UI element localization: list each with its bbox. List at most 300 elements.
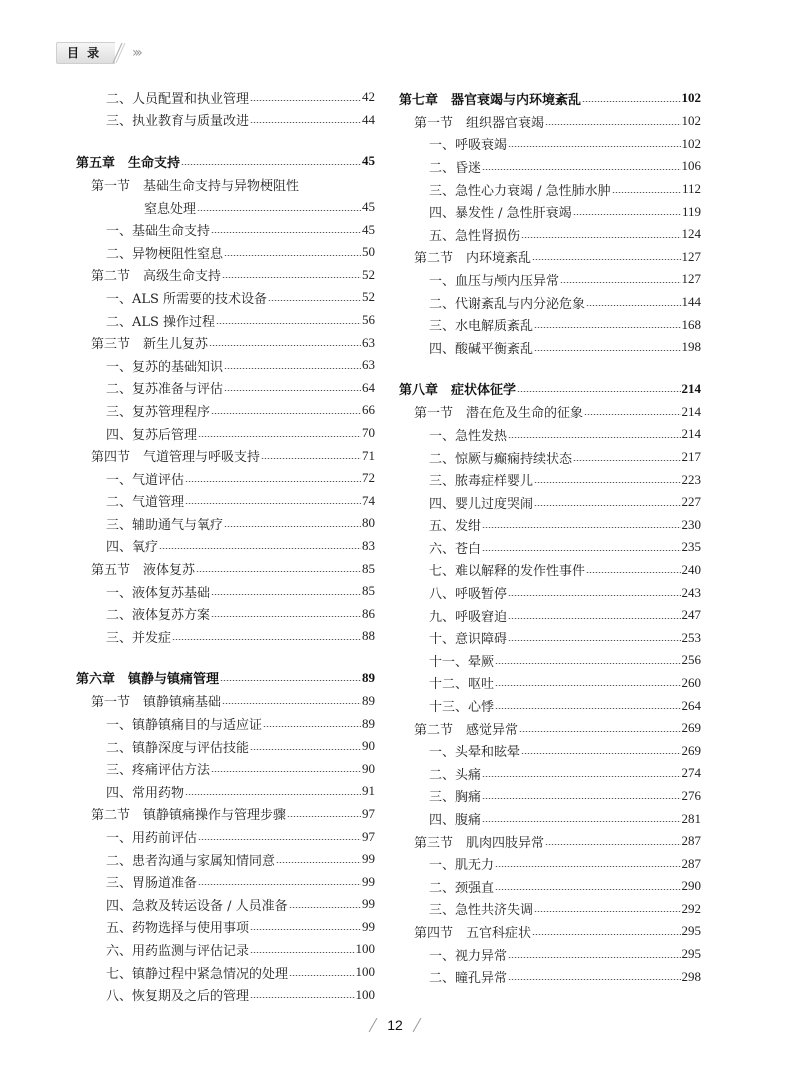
toc-entry-page: 90 xyxy=(362,760,375,776)
toc-entry-page: 45 xyxy=(362,221,375,237)
toc-item-entry[interactable] xyxy=(76,602,375,625)
toc-dot-leader xyxy=(508,437,680,438)
toc-entry-page: 72 xyxy=(362,470,375,486)
toc-entry-label: 七、镇静过程中紧急情况的处理 xyxy=(106,966,289,982)
toc-entry-page: 89 xyxy=(362,669,375,685)
toc-item-entry[interactable] xyxy=(76,757,375,780)
toc-entry-page: 235 xyxy=(681,539,701,555)
toc-chapter-entry[interactable] xyxy=(76,666,375,690)
toc-entry-page: 269 xyxy=(681,742,701,758)
toc-dot-leader xyxy=(517,391,680,392)
toc-item-entry[interactable] xyxy=(399,268,701,291)
toc-entry-page: 100 xyxy=(355,941,375,957)
toc-entry-page: 64 xyxy=(362,379,375,395)
toc-dot-leader xyxy=(197,210,361,211)
toc-section-entry[interactable] xyxy=(399,717,701,740)
toc-entry-page: 89 xyxy=(362,715,375,731)
toc-item-entry[interactable] xyxy=(76,893,375,916)
toc-entry-label: 八、呼吸暂停 xyxy=(429,587,508,603)
toc-dot-leader xyxy=(250,929,361,930)
toc-entry-page: 230 xyxy=(681,516,701,532)
toc-item-entry[interactable] xyxy=(399,852,701,875)
toc-item-entry[interactable] xyxy=(399,581,701,604)
toc-entry-page: 99 xyxy=(362,873,375,889)
chevron-right-icon: ››› xyxy=(132,45,140,61)
toc-entry-label: 第八章 症状体征学 xyxy=(399,383,517,399)
toc-dot-leader xyxy=(211,232,361,233)
toc-entry-page: 295 xyxy=(681,946,701,962)
toc-entry-label: 二、镇静深度与评估技能 xyxy=(106,740,250,756)
toc-item-entry[interactable] xyxy=(399,762,701,785)
toc-entry-label: 第二节 高级生命支持 xyxy=(91,269,222,285)
toc-item-entry[interactable] xyxy=(399,739,701,762)
toc-dot-leader xyxy=(289,907,361,908)
toc-item-entry[interactable] xyxy=(76,354,375,377)
toc-section-entry[interactable] xyxy=(399,830,701,853)
toc-entry-page: 290 xyxy=(681,878,701,894)
toc-entry-label: 一、液体复苏基础 xyxy=(106,585,211,601)
toc-dot-leader xyxy=(534,327,680,328)
toc-entry-page: 85 xyxy=(362,583,375,599)
toc-entry-label: 四、婴儿过度哭闹 xyxy=(429,496,534,512)
toc-dot-leader xyxy=(209,345,361,346)
toc-item-entry[interactable] xyxy=(76,286,375,309)
toc-dot-leader xyxy=(216,323,361,324)
toc-entry-label: 一、ALS 所需要的技术设备 xyxy=(106,291,268,307)
toc-entry-page: 99 xyxy=(362,918,375,934)
toc-item-entry[interactable] xyxy=(76,780,375,803)
toc-entry-page: 256 xyxy=(681,652,701,668)
toc-entry-label: 一、血压与颅内压异常 xyxy=(429,273,560,289)
toc-item-entry[interactable] xyxy=(399,559,701,582)
toc-item-entry[interactable] xyxy=(399,807,701,830)
toc-entry-label: 三、并发症 xyxy=(106,630,172,646)
toc-entry-page: 102 xyxy=(681,113,701,129)
toc-entry-page: 214 xyxy=(681,426,701,442)
toc-dot-leader xyxy=(573,214,681,215)
toc-entry-label: 二、代谢紊乱与内分泌危象 xyxy=(429,296,586,312)
toc-dot-leader xyxy=(196,571,361,572)
toc-dot-leader xyxy=(287,816,361,817)
toc-entry-label: 十二、呕吐 xyxy=(429,677,495,693)
toc-item-entry[interactable] xyxy=(76,580,375,603)
toc-dot-leader xyxy=(495,685,680,686)
toc-entry-page: 88 xyxy=(362,628,375,644)
toc-entry-label: 二、人员配置和执业管理 xyxy=(106,91,250,107)
toc-section-entry[interactable] xyxy=(399,401,701,424)
toc-section-entry[interactable] xyxy=(76,803,375,826)
toc-entry-page: 42 xyxy=(362,89,375,105)
toc-entry-label: 二、复苏准备与评估 xyxy=(106,382,224,398)
toc-item-entry[interactable] xyxy=(399,468,701,491)
toc-entry-label: 二、异物梗阻性窒息 xyxy=(106,246,224,262)
toc-dot-leader xyxy=(586,572,680,573)
toc-entry-page: 287 xyxy=(681,855,701,871)
toc-dot-leader xyxy=(482,169,680,170)
toc-entry-page: 83 xyxy=(362,537,375,553)
toc-dot-leader xyxy=(250,952,354,953)
toc-dot-leader xyxy=(534,911,680,912)
toc-dot-leader xyxy=(224,368,361,369)
toc-section-entry[interactable] xyxy=(76,264,375,287)
toc-entry-page: 102 xyxy=(681,135,701,151)
toc-entry-label: 七、难以解释的发作性事件 xyxy=(429,564,586,580)
toc-dot-leader xyxy=(268,300,361,301)
toc-entry-page: 124 xyxy=(681,226,701,242)
toc-entry-label: 三、水电解质紊乱 xyxy=(429,319,534,335)
toc-entry-label: 三、疼痛评估方法 xyxy=(106,763,211,779)
toc-entry-page: 281 xyxy=(681,810,701,826)
toc-item-entry[interactable] xyxy=(399,649,701,672)
toc-entry-label: 二、ALS 操作过程 xyxy=(106,314,216,330)
toc-dot-leader xyxy=(521,237,680,238)
toc-chapter-entry[interactable] xyxy=(399,377,701,401)
toc-item-entry[interactable] xyxy=(76,467,375,490)
toc-entry-label: 一、用药前评估 xyxy=(106,831,198,847)
toc-section-entry[interactable] xyxy=(76,444,375,467)
toc-item-entry[interactable] xyxy=(76,870,375,893)
toc-entry-page: 74 xyxy=(362,492,375,508)
toc-item-entry[interactable] xyxy=(399,446,701,469)
toc-dot-leader xyxy=(250,122,361,123)
toc-entry-page: 214 xyxy=(681,380,701,396)
toc-item-entry[interactable] xyxy=(76,309,375,332)
toc-entry-label: 第五章 生命支持 xyxy=(76,155,181,171)
toc-entry-label: 一、气道评估 xyxy=(106,472,185,488)
toc-item-entry[interactable] xyxy=(399,965,701,988)
toc-dot-leader xyxy=(159,548,361,549)
toc-entry-label: 第二节 感觉异常 xyxy=(414,722,519,738)
toc-dot-leader xyxy=(560,282,680,283)
toc-item-entry[interactable] xyxy=(399,785,701,808)
toc-entry-page: 119 xyxy=(681,203,701,219)
toc-entry-label: 八、恢复期及之后的管理 xyxy=(106,989,250,1005)
toc-entry-label: 三、辅助通气与氧疗 xyxy=(106,517,224,533)
toc-entry-label: 二、颈强直 xyxy=(429,880,495,896)
toc-dot-leader xyxy=(181,164,361,165)
toc-entry-label: 三、急性共济失调 xyxy=(429,903,534,919)
toc-entry-label: 一、肌无力 xyxy=(429,858,495,874)
toc-item-entry[interactable] xyxy=(76,825,375,848)
toc-item-entry[interactable] xyxy=(399,604,701,627)
toc-dot-leader xyxy=(220,680,361,681)
toc-item-entry[interactable] xyxy=(76,961,375,984)
toc-dot-leader xyxy=(508,640,680,641)
toc-dot-leader xyxy=(211,413,361,414)
toc-item-entry[interactable] xyxy=(399,223,701,246)
toc-item-entry[interactable] xyxy=(76,86,375,109)
toc-dot-leader xyxy=(508,595,680,596)
toc-dot-leader xyxy=(263,726,361,727)
toc-entry-label: 四、急救及转运设备 / 人员准备 xyxy=(106,898,288,914)
toc-entry-label: 二、瞳孔异常 xyxy=(429,971,508,987)
toc-dot-leader xyxy=(250,997,354,998)
toc-item-entry[interactable] xyxy=(399,423,701,446)
toc-entry-label: 三、执业教育与质量改进 xyxy=(106,114,250,130)
toc-item-entry[interactable] xyxy=(399,491,701,514)
toc-item-entry[interactable] xyxy=(399,898,701,921)
toc-entry-label: 窒息处理 xyxy=(144,201,197,217)
toc-dot-leader xyxy=(508,979,680,980)
toc-dot-leader xyxy=(584,414,680,415)
toc-entry-page: 86 xyxy=(362,605,375,621)
toc-entry-label: 第七章 器官衰竭与内环境紊乱 xyxy=(399,92,582,108)
toc-entry-page: 50 xyxy=(362,244,375,260)
toc-entry-label: 二、头痛 xyxy=(429,767,482,783)
toc-entry-label: 五、发绀 xyxy=(429,519,482,535)
toc-section-entry[interactable] xyxy=(76,690,375,713)
toc-entry-page: 127 xyxy=(681,248,701,264)
toc-entry-page: 198 xyxy=(681,339,701,355)
toc-entry-page: 71 xyxy=(362,447,375,463)
toc-dot-leader xyxy=(482,550,680,551)
toc-item-entry[interactable] xyxy=(399,291,701,314)
toc-entry-page: 260 xyxy=(681,674,701,690)
toc-item-entry[interactable] xyxy=(76,399,375,422)
toc-entry-page: 253 xyxy=(681,629,701,645)
toc-dot-leader xyxy=(495,663,680,664)
toc-dot-leader xyxy=(521,753,680,754)
toc-entry-label: 四、腹痛 xyxy=(429,813,482,829)
toc-entry-label: 三、脓毒症样婴儿 xyxy=(429,474,534,490)
toc-entry-page: 52 xyxy=(362,266,375,282)
toc-item-entry[interactable] xyxy=(399,875,701,898)
toc-entry-page: 44 xyxy=(362,111,375,127)
toc-item-entry[interactable] xyxy=(399,336,701,359)
toc-dot-leader xyxy=(198,839,361,840)
toc-dot-leader xyxy=(612,192,681,193)
toc-item-entry[interactable] xyxy=(76,712,375,735)
toc-entry-page: 91 xyxy=(362,783,375,799)
toc-entry-label: 一、基础生命支持 xyxy=(106,224,211,240)
toc-chapter-entry[interactable] xyxy=(399,86,701,110)
toc-dot-leader xyxy=(211,616,361,617)
toc-item-entry[interactable] xyxy=(399,626,701,649)
toc-item-entry[interactable] xyxy=(76,241,375,264)
toc-entry-page: 89 xyxy=(362,692,375,708)
toc-entry-label: 六、苍白 xyxy=(429,541,482,557)
toc-entry-page: 100 xyxy=(355,986,375,1002)
toc-entry-label: 三、复苏管理程序 xyxy=(106,404,211,420)
toc-item-entry[interactable] xyxy=(76,490,375,513)
toc-entry-label: 二、惊厥与癫痫持续状态 xyxy=(429,451,573,467)
toc-entry-label: 第一节 潜在危及生命的征象 xyxy=(414,406,584,422)
toc-entry-label: 五、急性肾损伤 xyxy=(429,228,521,244)
toc-entry-page: 66 xyxy=(362,402,375,418)
toc-entry-page: 99 xyxy=(362,896,375,912)
toc-entry-page: 106 xyxy=(681,158,701,174)
toc-dot-leader xyxy=(482,798,680,799)
toc-dot-leader xyxy=(545,844,680,845)
toc-entry-page: 100 xyxy=(355,964,375,980)
toc-entry-label: 一、呼吸衰竭 xyxy=(429,138,508,154)
toc-entry-label: 第二节 内环境紊乱 xyxy=(414,251,532,267)
toc-item-entry[interactable] xyxy=(399,133,701,156)
toc-entry-label: 第三节 肌肉四肢异常 xyxy=(414,835,545,851)
toc-entry-label: 一、急性发热 xyxy=(429,428,508,444)
toc-dot-leader xyxy=(586,305,680,306)
toc-item-entry[interactable] xyxy=(399,514,701,537)
toc-item-entry[interactable] xyxy=(76,512,375,535)
toc-entry-label: 十三、心悸 xyxy=(429,700,495,716)
toc-item-entry[interactable] xyxy=(76,422,375,445)
toc-entry-page: 144 xyxy=(681,294,701,310)
toc-dot-leader xyxy=(198,436,361,437)
toc-dot-leader xyxy=(224,390,361,391)
toc-section-entry[interactable] xyxy=(76,173,375,196)
toc-dot-leader xyxy=(508,618,680,619)
toc-entry-label: 三、胃肠道准备 xyxy=(106,876,198,892)
toc-entry-label: 一、视力异常 xyxy=(429,948,508,964)
toc-entry-label: 一、头晕和眩晕 xyxy=(429,745,521,761)
toc-entry-page: 276 xyxy=(681,787,701,803)
toc-entry-page: 80 xyxy=(362,515,375,531)
footer-right-slash-icon xyxy=(412,1018,422,1032)
toc-header-title: 目 录 xyxy=(56,42,115,64)
toc-entry-label: 四、常用药物 xyxy=(106,785,185,801)
toc-entry-page: 217 xyxy=(681,449,701,465)
toc-dot-leader xyxy=(198,884,361,885)
toc-entry-label: 三、胸痛 xyxy=(429,790,482,806)
toc-entry-label: 一、镇静镇痛目的与适应证 xyxy=(106,718,263,734)
toc-item-entry[interactable] xyxy=(76,109,375,132)
toc-item-entry[interactable] xyxy=(399,313,701,336)
toc-dot-leader xyxy=(250,749,361,750)
toc-entry-label: 第四节 气道管理与呼吸支持 xyxy=(91,450,261,466)
toc-dot-leader xyxy=(211,594,361,595)
toc-entry-label: 第一节 镇静镇痛基础 xyxy=(91,695,222,711)
toc-spacer xyxy=(76,131,375,149)
toc-dot-leader xyxy=(185,794,361,795)
toc-dot-leader xyxy=(532,259,680,260)
toc-spacer xyxy=(399,359,701,377)
toc-item-entry[interactable] xyxy=(76,938,375,961)
toc-section-entry[interactable] xyxy=(76,557,375,580)
toc-section-entry[interactable] xyxy=(399,246,701,269)
toc-entry-page: 112 xyxy=(681,181,701,197)
toc-entry-page: 70 xyxy=(362,425,375,441)
toc-item-entry[interactable] xyxy=(399,672,701,695)
toc-entry-label: 第六章 镇静与镇痛管理 xyxy=(76,672,220,688)
toc-entry-page: 97 xyxy=(362,805,375,821)
toc-dot-leader xyxy=(508,957,680,958)
toc-dot-leader xyxy=(495,708,680,709)
toc-entry-page: 247 xyxy=(681,607,701,623)
toc-dot-leader xyxy=(185,503,361,504)
toc-entry-page: 56 xyxy=(362,312,375,328)
page-footer xyxy=(364,1014,426,1036)
toc-item-entry[interactable] xyxy=(76,377,375,400)
toc-dot-leader xyxy=(224,255,361,256)
toc-entry-label: 第四节 五官科症状 xyxy=(414,925,532,941)
toc-entry-label: 二、昏迷 xyxy=(429,160,482,176)
toc-dot-leader xyxy=(508,146,680,147)
toc-entry-label: 第一节 组织器官衰竭 xyxy=(414,115,545,131)
toc-dot-leader xyxy=(519,731,680,732)
toc-entry-page: 214 xyxy=(681,403,701,419)
toc-entry-page: 287 xyxy=(681,833,701,849)
page-number: 12 xyxy=(387,1017,403,1033)
toc-entry-page: 292 xyxy=(681,900,701,916)
toc-dot-leader xyxy=(185,481,361,482)
toc-item-entry[interactable] xyxy=(399,943,701,966)
toc-entry-label: 十、意识障碍 xyxy=(429,632,508,648)
toc-item-entry[interactable] xyxy=(76,535,375,558)
toc-entry-page: 227 xyxy=(681,494,701,510)
toc-item-entry[interactable] xyxy=(399,178,701,201)
toc-entry-page: 63 xyxy=(362,334,375,350)
toc-entry-page: 269 xyxy=(681,720,701,736)
toc-dot-leader xyxy=(224,526,361,527)
toc-dot-leader xyxy=(573,460,680,461)
toc-entry-label: 四、暴发性 / 急性肝衰竭 xyxy=(429,206,572,222)
toc-item-entry[interactable] xyxy=(76,218,375,241)
toc-item-entry[interactable] xyxy=(399,200,701,223)
toc-entry-page: 240 xyxy=(681,561,701,577)
toc-entry-page: 99 xyxy=(362,851,375,867)
toc-section-entry[interactable] xyxy=(399,110,701,133)
toc-dot-leader xyxy=(222,703,361,704)
toc-dot-leader xyxy=(261,458,361,459)
toc-left-column xyxy=(76,86,375,1006)
toc-entry-page: 63 xyxy=(362,357,375,373)
toc-item-entry[interactable] xyxy=(76,625,375,648)
toc-right-column xyxy=(399,86,701,988)
toc-item-entry[interactable] xyxy=(76,848,375,871)
toc-section-entry[interactable] xyxy=(399,920,701,943)
toc-entry-page: 168 xyxy=(681,316,701,332)
toc-entry-label: 四、酸碱平衡紊乱 xyxy=(429,341,534,357)
toc-dot-leader xyxy=(534,350,680,351)
toc-dot-leader xyxy=(211,771,361,772)
toc-item-entry[interactable] xyxy=(76,983,375,1006)
toc-entry-label: 十一、晕厥 xyxy=(429,654,495,670)
toc-entry-label: 二、气道管理 xyxy=(106,495,185,511)
toc-item-entry[interactable] xyxy=(76,735,375,758)
toc-dot-leader xyxy=(482,776,680,777)
toc-dot-leader xyxy=(482,821,680,822)
toc-entry-label: 六、用药监测与评估记录 xyxy=(106,943,250,959)
toc-entry-label: 三、急性心力衰竭 / 急性肺水肿 xyxy=(429,183,611,199)
toc-entry-label: 五、药物选择与使用事项 xyxy=(106,921,250,937)
toc-entry-page: 102 xyxy=(681,90,701,105)
toc-dot-leader xyxy=(532,934,680,935)
toc-entry-label: 四、氧疗 xyxy=(106,540,159,556)
toc-entry-label: 九、呼吸窘迫 xyxy=(429,609,508,625)
toc-item-entry[interactable] xyxy=(399,155,701,178)
toc-dot-leader xyxy=(222,277,361,278)
toc-item-entry[interactable] xyxy=(399,536,701,559)
toc-entry-page: 85 xyxy=(362,560,375,576)
toc-entry-label: 四、复苏后管理 xyxy=(106,427,198,443)
toc-item-entry[interactable] xyxy=(399,694,701,717)
toc-entry-page: 223 xyxy=(681,471,701,487)
toc-section-entry[interactable] xyxy=(76,331,375,354)
toc-chapter-entry[interactable] xyxy=(76,149,375,173)
toc-dot-leader xyxy=(582,101,680,102)
toc-entry-label: 第五节 液体复苏 xyxy=(91,563,196,579)
toc-entry-label: 第一节 基础生命支持与异物梗阻性 xyxy=(91,178,300,194)
toc-dot-leader xyxy=(534,482,680,483)
toc-entry-page: 90 xyxy=(362,738,375,754)
toc-entry-page: 45 xyxy=(362,199,375,215)
toc-entry-page: 52 xyxy=(362,289,375,305)
toc-entry-label: 二、患者沟通与家属知情同意 xyxy=(106,853,276,869)
toc-entry-page: 45 xyxy=(362,153,375,169)
toc-section-entry-continued[interactable] xyxy=(76,196,375,219)
toc-item-entry[interactable] xyxy=(76,916,375,939)
toc-entry-page: 274 xyxy=(681,765,701,781)
